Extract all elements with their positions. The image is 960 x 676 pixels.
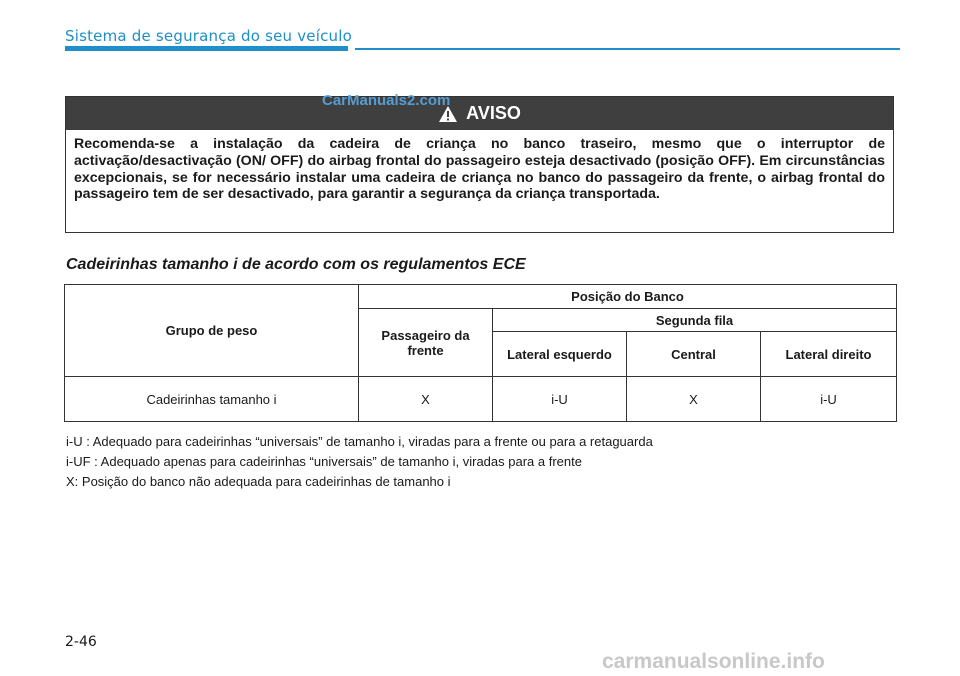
header-right-side: Lateral direito — [761, 332, 897, 377]
warning-header — [66, 97, 893, 130]
notes — [66, 432, 653, 492]
page-number: 2-46 — [65, 634, 97, 650]
cell-front: X — [359, 377, 493, 422]
header-left-side: Lateral esquerdo — [493, 332, 627, 377]
note-iuf: i-UF : Adequado apenas para cadeirinhas “universais” de tamanho i, viradas para a frente — [66, 454, 582, 469]
warning-box — [65, 96, 894, 233]
header-center: Central — [627, 332, 761, 377]
section-title: Sistema de segurança do seu veículo — [65, 27, 353, 45]
header-seat-position: Posição do Banco — [359, 285, 897, 309]
warning-text: Recomenda-se a instalação da cadeira de criança no banco traseiro, mesmo que o interruptor de activação/desactivação (ON/ OFF) do airbag frontal do passageiro esteja desactivado (posição OFF). Em circunstâncias excepcionais, se for necessário instalar uma cadeira de criança no banco do passageiro da frente, o airbag frontal do passageiro tem de ser desactivado, para garantir a segurança da criança transportada. — [74, 136, 885, 203]
cell-left: i-U — [493, 377, 627, 422]
title-rule-thin — [355, 48, 900, 50]
row-label: Cadeirinhas tamanho i — [65, 377, 359, 422]
cell-center: X — [627, 377, 761, 422]
note-iu: i-U : Adequado para cadeirinhas “universais” de tamanho i, viradas para a frente ou para a retaguarda — [66, 434, 653, 449]
note-x: X: Posição do banco não adequada para cadeirinhas de tamanho i — [66, 474, 451, 489]
watermark-top: CarManuals2.com — [322, 92, 451, 109]
cell-right: i-U — [761, 377, 897, 422]
header-second-row: Segunda fila — [493, 309, 897, 332]
ece-table — [64, 284, 897, 422]
header-front-passenger: Passageiro da frente — [359, 309, 493, 377]
table-heading: Cadeirinhas tamanho i de acordo com os regulamentos ECE — [66, 256, 526, 273]
warning-title: AVISO — [466, 103, 521, 123]
table-row — [65, 377, 897, 422]
title-rule-thick — [65, 46, 348, 51]
watermark-bottom: carmanualsonline.info — [602, 650, 825, 673]
header-weight-group: Grupo de peso — [65, 285, 359, 377]
